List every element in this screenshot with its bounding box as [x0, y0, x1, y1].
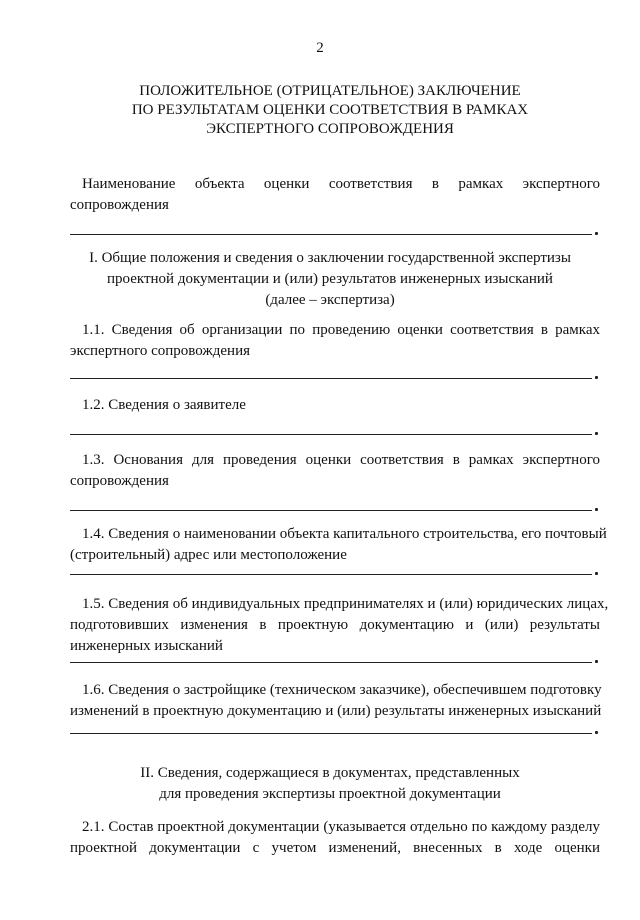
- item-1-1-line-2: экспертного сопровождения: [70, 343, 251, 359]
- fill-line-period: [595, 508, 598, 511]
- section-2-heading-line-2: для проведения экспертизы проектной документации: [159, 786, 501, 802]
- item-1-5-line-3: инженерных изысканий: [70, 638, 223, 654]
- section-2-heading-line-1: II. Сведения, содержащиеся в документах, представленных: [140, 765, 520, 781]
- fill-line-period: [595, 376, 598, 379]
- object-name-fill-line[interactable]: [70, 234, 592, 235]
- item-1-5: [70, 594, 609, 657]
- object-name-field-label: [70, 174, 600, 216]
- item-1-4: [70, 524, 607, 566]
- item-1-4-line-1: 1.4. Сведения о наименовании объекта капитального строительства, его почтовый: [82, 526, 607, 542]
- item-1-6-fill-line[interactable]: [70, 733, 592, 734]
- item-1-1: [70, 320, 600, 362]
- fill-line-period: [595, 432, 598, 435]
- item-2-1: [70, 817, 600, 859]
- item-1-2-line-1: 1.2. Сведения о заявителе: [82, 397, 246, 413]
- title-line-2: ПО РЕЗУЛЬТАТАМ ОЦЕНКИ СООТВЕТСТВИЯ В РАМКАХ: [131, 102, 529, 118]
- item-1-3-line-1: 1.3. Основания для проведения оценки соответствия в рамках экспертного: [82, 452, 600, 468]
- object-name-line-2: сопровождения: [70, 197, 169, 213]
- document-title: [60, 82, 600, 139]
- item-1-5-line-2: подготовивших изменения в проектную документацию и (или) результаты: [70, 617, 600, 633]
- item-1-3-line-2: сопровождения: [70, 473, 169, 489]
- object-name-line-1: Наименование объекта оценки соответствия в рамках экспертного: [82, 176, 600, 192]
- item-1-6: [70, 680, 600, 722]
- fill-line-period: [595, 660, 598, 663]
- title-line-3: ЭКСПЕРТНОГО СОПРОВОЖДЕНИЯ: [206, 121, 454, 137]
- section-1-heading: [60, 248, 600, 311]
- item-1-3: [70, 450, 600, 492]
- fill-line-period: [595, 572, 598, 575]
- item-1-4-line-2: (строительный) адрес или местоположение: [70, 547, 347, 563]
- section-1-heading-line-3: (далее – экспертиза): [265, 292, 395, 308]
- fill-line-period: [595, 232, 598, 235]
- item-1-2: [70, 395, 600, 416]
- item-1-1-line-1: 1.1. Сведения об организации по проведению оценки соответствия в рамках: [82, 322, 600, 338]
- item-1-6-line-2: изменений в проектную документацию и (или) результаты инженерных изысканий: [70, 703, 602, 719]
- section-2-heading: [60, 763, 600, 805]
- item-1-2-fill-line[interactable]: [70, 434, 592, 435]
- item-1-5-fill-line[interactable]: [70, 662, 592, 663]
- fill-line-period: [595, 731, 598, 734]
- section-1-heading-line-2: проектной документации и (или) результатов инженерных изысканий: [107, 271, 553, 287]
- page-number: 2: [316, 40, 324, 56]
- item-2-1-line-1: 2.1. Состав проектной документации (указывается отдельно по каждому разделу: [82, 819, 600, 835]
- item-1-4-fill-line[interactable]: [70, 574, 592, 575]
- item-2-1-line-2: проектной документации с учетом изменений, внесенных в ходе оценки: [70, 840, 600, 856]
- item-1-1-fill-line[interactable]: [70, 378, 592, 379]
- section-1-heading-line-1: I. Общие положения и сведения о заключении государственной экспертизы: [89, 250, 571, 266]
- item-1-6-line-1: 1.6. Сведения о застройщике (техническом заказчике), обеспечившем подготовку: [82, 682, 602, 698]
- title-line-1: ПОЛОЖИТЕЛЬНОЕ (ОТРИЦАТЕЛЬНОЕ) ЗАКЛЮЧЕНИЕ: [139, 83, 521, 99]
- item-1-5-line-1: 1.5. Сведения об индивидуальных предпринимателях и (или) юридических лицах,: [82, 596, 609, 612]
- item-1-3-fill-line[interactable]: [70, 510, 592, 511]
